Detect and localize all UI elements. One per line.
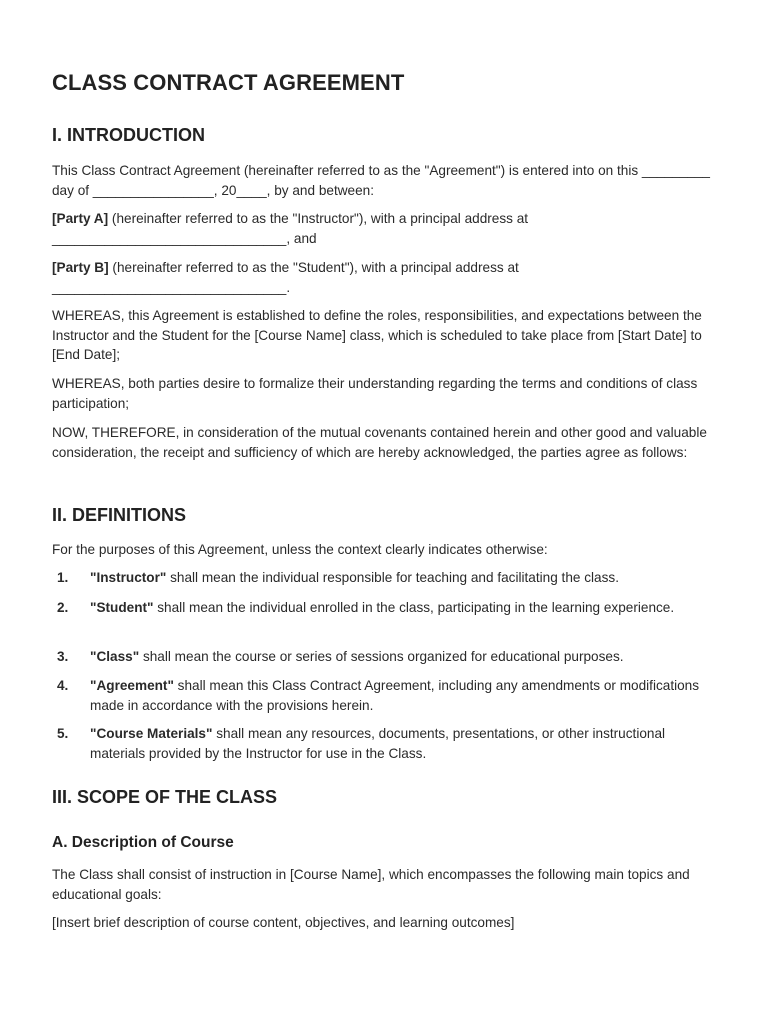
definition-text: shall mean the individual enrolled in the class, participating in the learning experience. [153,600,675,615]
definition-term: "Course Materials" [90,726,213,741]
definition-term: "Class" [90,649,140,664]
party-b-text: (hereinafter referred to as the "Student"), with a principal address at _______________________________. [52,260,519,295]
introduction-heading: I. INTRODUCTION [52,125,205,145]
definition-text: shall mean this Class Contract Agreement, including any amendments or modifications made in accordance with the provisions herein. [90,678,700,713]
definition-text: shall mean any resources, documents, presentations, or other instructional materials provided by the Instructor for use in the Class. [90,726,666,761]
whereas-paragraph-1: WHEREAS, this Agreement is established to define the roles, responsibilities, and expectations between the Instructor and the Student for the [Course Name] class, which is scheduled to take place from [Start Date] to [End Date]; [52,308,702,363]
definition-number: 4. [57,678,69,693]
definition-term: "Agreement" [90,678,174,693]
party-a-text: (hereinafter referred to as the "Instructor"), with a principal address at _______________________________, and [52,211,529,246]
definitions-intro: For the purposes of this Agreement, unless the context clearly indicates otherwise: [52,542,548,557]
definition-item [52,724,717,763]
definition-number: 5. [57,726,69,741]
definition-number: 3. [57,649,69,664]
course-description-subheading: A. Description of Course [52,834,234,851]
definition-term: "Student" [90,600,154,615]
definition-item [52,568,717,588]
party-a-label: [Party A] [52,211,109,226]
introduction-opening-paragraph: This Class Contract Agreement (hereinafter referred to as the "Agreement") is entered into on this _________ day of ________________, 20____, by and between: [52,163,710,198]
course-description-paragraph: The Class shall consist of instruction in [Course Name], which encompasses the following main topics and educational goals: [52,867,690,902]
whereas-paragraph-2: WHEREAS, both parties desire to formalize their understanding regarding the terms and conditions of class participation; [52,376,698,411]
party-b-paragraph [52,258,717,297]
definition-item [52,676,717,715]
definition-number: 1. [57,570,69,585]
party-a-paragraph [52,209,717,248]
scope-heading: III. SCOPE OF THE CLASS [52,787,278,807]
party-b-label: [Party B] [52,260,109,275]
definition-item [52,647,717,667]
definitions-heading: II. DEFINITIONS [52,505,187,525]
definition-term: "Instructor" [90,570,167,585]
document-title: CLASS CONTRACT AGREEMENT [52,70,405,95]
definition-number: 2. [57,600,69,615]
definition-item [52,598,717,618]
now-therefore-paragraph: NOW, THEREFORE, in consideration of the mutual covenants contained herein and other good and valuable consideration, the receipt and sufficiency of which are hereby acknowledged, the parties agree as follows: [52,425,707,460]
definition-text: shall mean the individual responsible for teaching and facilitating the class. [166,570,619,585]
course-content-placeholder: [Insert brief description of course content, objectives, and learning outcomes] [52,915,515,930]
definition-text: shall mean the course or series of sessions organized for educational purposes. [139,649,624,664]
